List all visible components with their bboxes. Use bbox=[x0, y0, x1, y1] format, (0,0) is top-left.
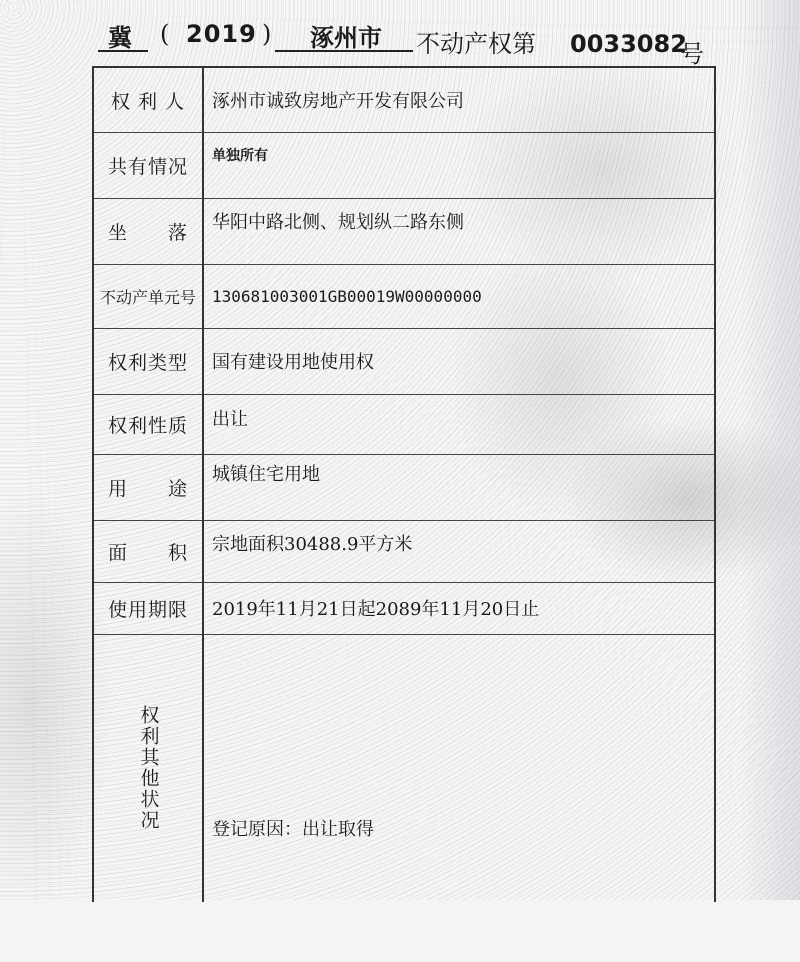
row-value: 华阳中路北侧、规划纵二路东侧 bbox=[212, 212, 464, 233]
row-label: 使用期限 bbox=[94, 582, 204, 634]
row-value: 单独所有 bbox=[212, 148, 268, 164]
row-value: 城镇住宅用地 bbox=[212, 464, 320, 485]
paren-close: ) bbox=[262, 20, 272, 48]
row-label: 面 积 bbox=[94, 520, 204, 582]
scan-edge-shadow bbox=[740, 0, 800, 900]
row-value: 涿州市诚致房地产开发有限公司 bbox=[212, 91, 464, 112]
table-row bbox=[94, 264, 714, 329]
row-value: 国有建设用地使用权 bbox=[212, 352, 374, 373]
table-row bbox=[94, 520, 714, 583]
table-row bbox=[94, 198, 714, 265]
property-rights-table bbox=[92, 66, 716, 902]
row-label: 不动产单元号 bbox=[94, 264, 204, 328]
table-row bbox=[94, 68, 714, 133]
row-value: 宗地面积30488.9平方米 bbox=[212, 534, 413, 555]
province-underline bbox=[98, 50, 148, 52]
row-label: 权利性质 bbox=[94, 394, 204, 454]
city-underline bbox=[275, 50, 413, 52]
cert-prefix: 不动产权第 bbox=[416, 30, 536, 58]
row-value: 出让 bbox=[212, 409, 248, 430]
table-row bbox=[94, 582, 714, 635]
certificate-number: 0033082 bbox=[570, 30, 687, 58]
certificate-header bbox=[0, 14, 800, 68]
table-row bbox=[94, 454, 714, 521]
row-value: 130681003001GB00019W00000000 bbox=[212, 286, 482, 306]
row-label bbox=[94, 634, 204, 902]
cert-suffix: 号 bbox=[680, 40, 704, 68]
row-label: 权 利 人 bbox=[94, 68, 204, 132]
row-label: 坐 落 bbox=[94, 198, 204, 264]
row-value: 登记原因：出让取得 bbox=[212, 819, 374, 840]
table-row bbox=[94, 328, 714, 395]
table-row bbox=[94, 394, 714, 455]
row-label: 共有情况 bbox=[94, 132, 204, 198]
paren-open: ( bbox=[160, 20, 170, 48]
row-label: 权利类型 bbox=[94, 328, 204, 394]
certificate-year: 2019 bbox=[186, 20, 257, 48]
row-label-text: 权利其他状况 bbox=[137, 705, 160, 831]
row-label: 用 途 bbox=[94, 454, 204, 520]
table-row bbox=[94, 634, 714, 902]
row-value: 2019年11月21日起2089年11月20日止 bbox=[212, 599, 540, 620]
province-abbr: 冀 bbox=[108, 23, 132, 52]
city-name: 涿州市 bbox=[310, 23, 382, 52]
